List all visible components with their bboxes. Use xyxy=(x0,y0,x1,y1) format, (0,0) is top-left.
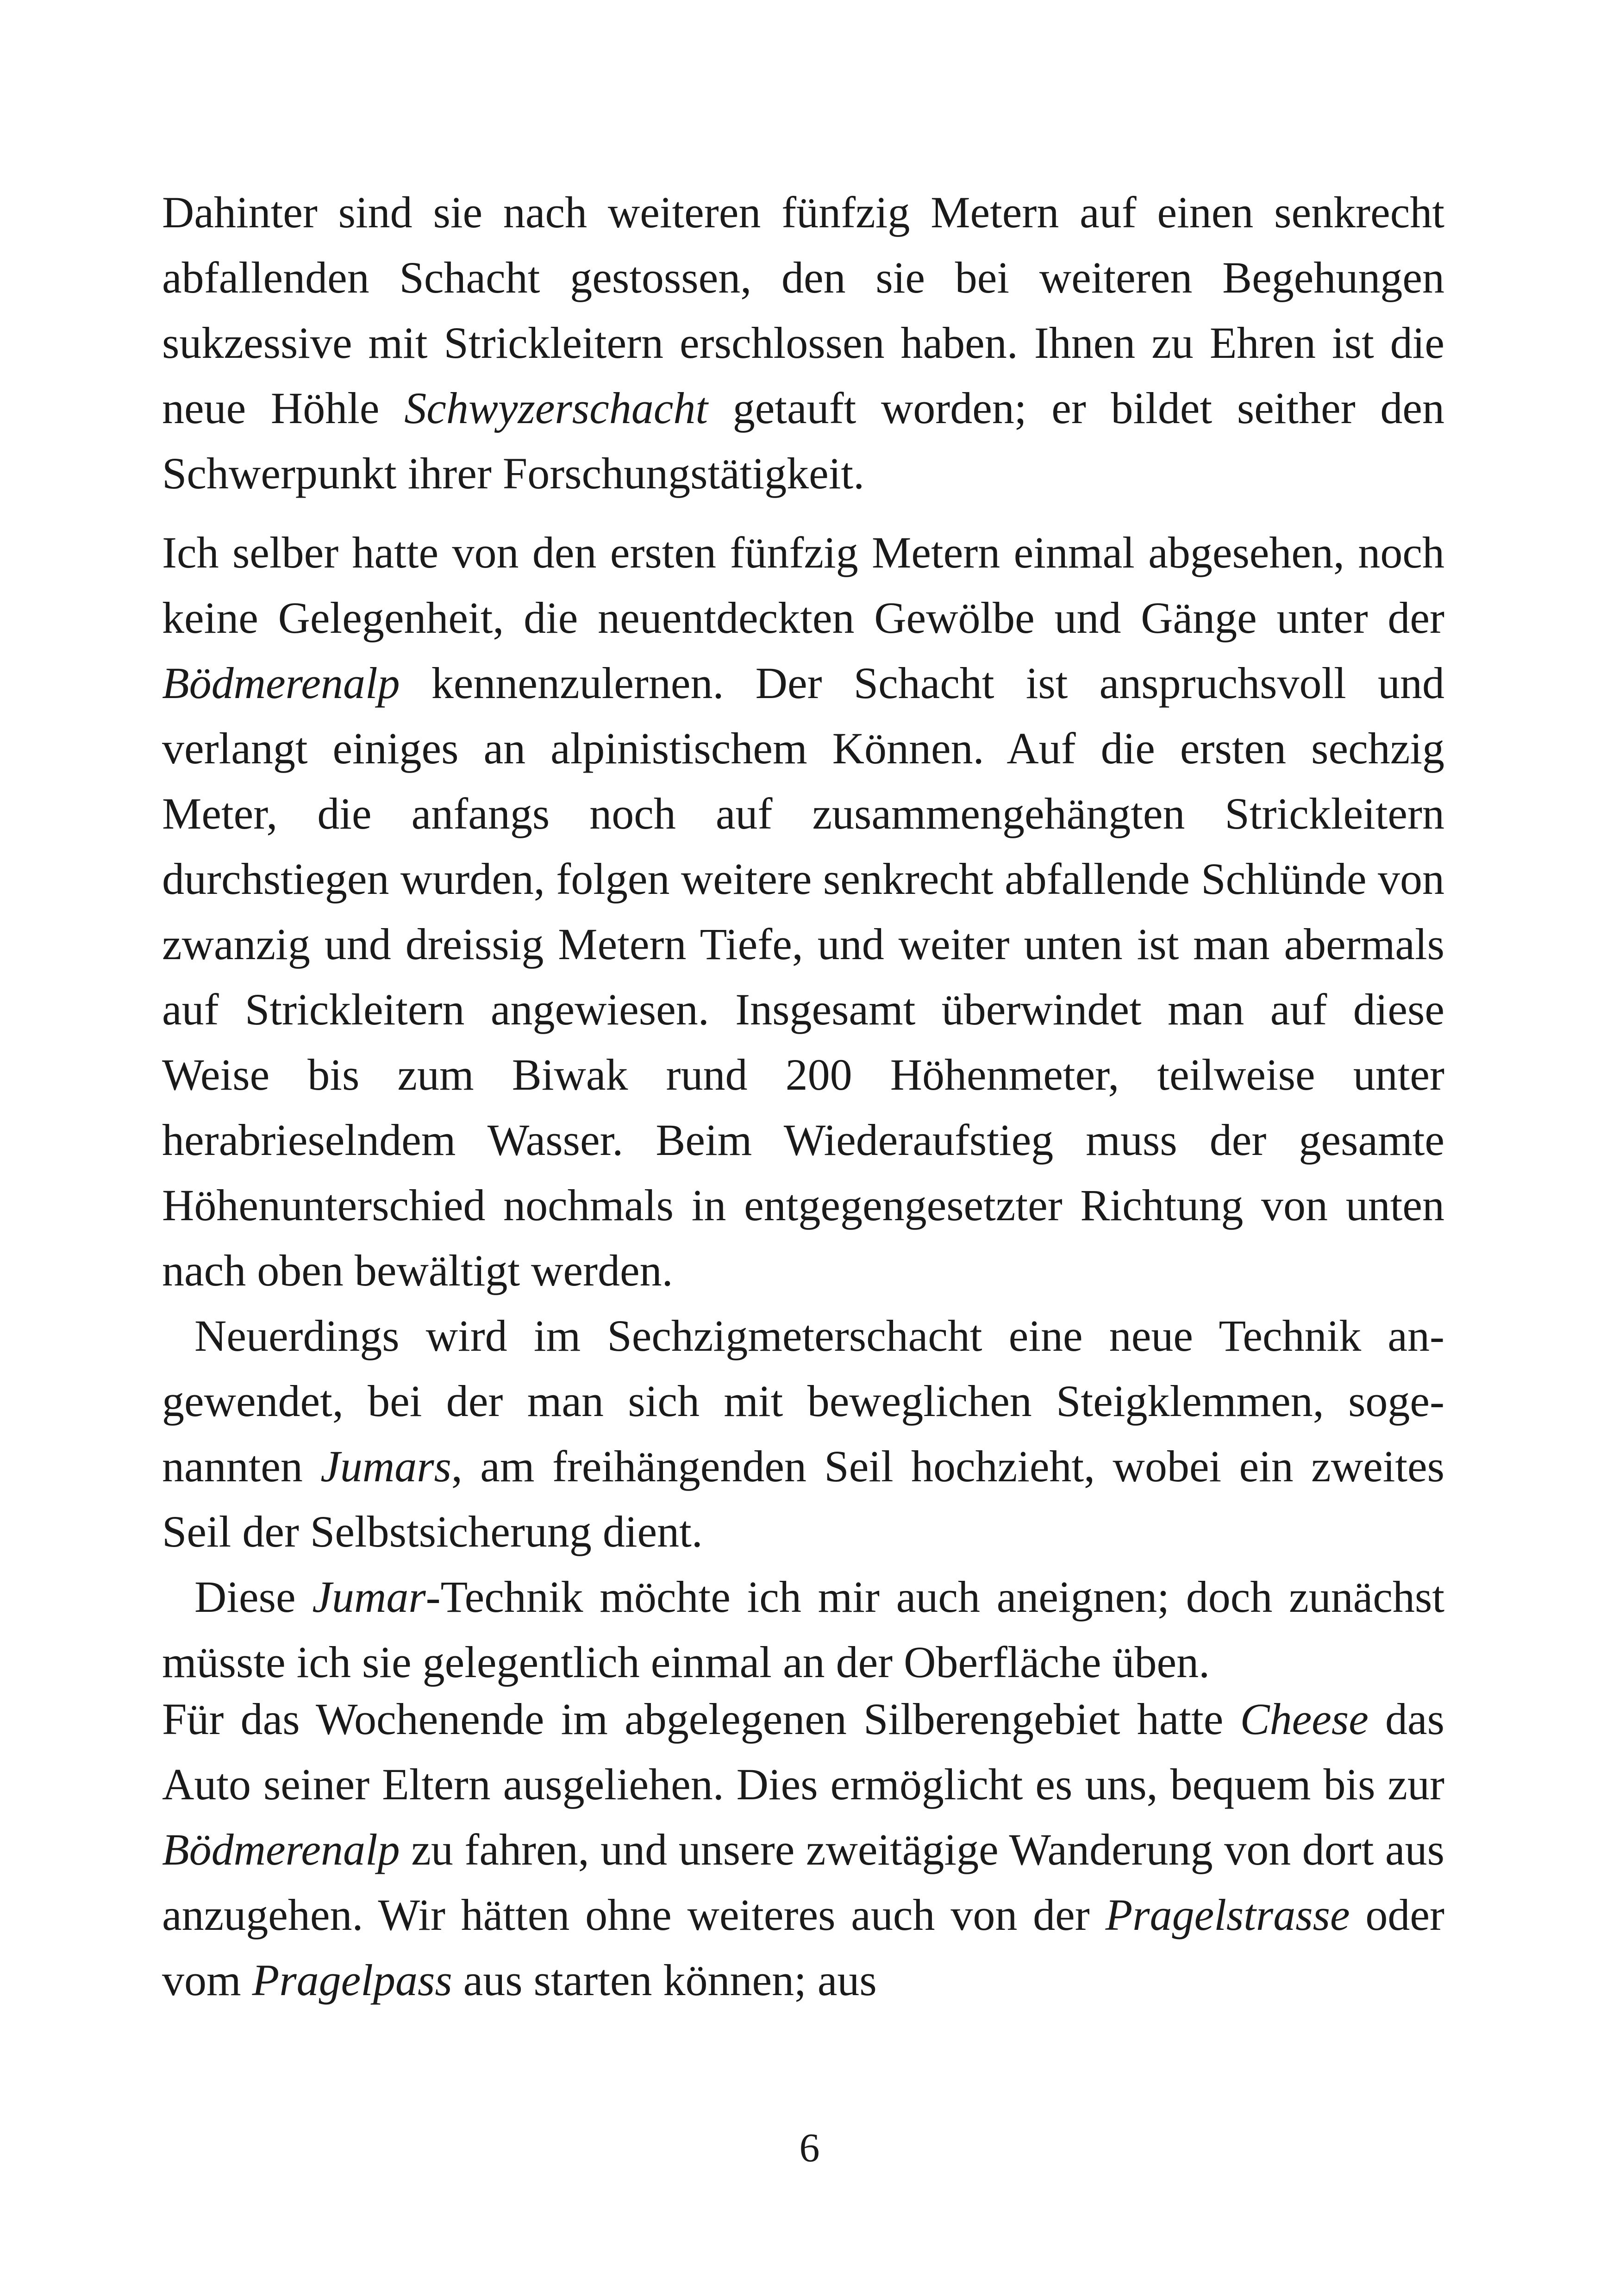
text-run: Dahinter sind sie nach weiteren fünfzig Metern auf einen senkrecht abfallenden Schacht gestossen, den sie bei weiteren Begehungen sukzessive mit Strickleitern erschlossen haben. Ihnen zu Ehren ist die neue Höhle xyxy=(162,187,1444,433)
text-run: aus starten können; aus xyxy=(452,1955,877,2005)
text-run: -Technik möchte ich mir auch aneignen; doch zunächst müsste ich sie gelegentlich einmal an der Oberfläche üben. xyxy=(162,1572,1445,1687)
text-block-3 xyxy=(162,1686,1444,2013)
text-run: Diese xyxy=(194,1572,313,1622)
text-run: Neuerdings wird im Sechzigmeterschacht eine neue Technik angewendet, bei der man sich mit beweglichen Steigklemmen, sogenannten xyxy=(162,1311,1444,1491)
paragraph-indented xyxy=(162,1564,1444,1695)
paragraph xyxy=(162,1686,1444,2013)
italic-run-place-name: Schwyzerschacht xyxy=(404,383,708,433)
paragraph-indented xyxy=(162,1303,1444,1564)
text-run: das Auto seiner Eltern ausgeliehen. Dies ermöglicht es uns, bequem bis zur xyxy=(162,1694,1444,1809)
text-block-2 xyxy=(162,520,1444,1695)
paragraph xyxy=(162,180,1444,506)
page-number: 6 xyxy=(799,2126,820,2171)
italic-run-place-name: Pragelstrasse xyxy=(1105,1890,1350,1940)
text-run: kennenzulernen. Der Schacht ist anspruchsvoll und verlangt einiges an alpinistischem Können. Auf die ersten sechzig Meter, die anfangs noch auf zusammengehängten Strickleitern durchstiegen wurden, folgen weitere senkrecht abfallende Schlünde von zwanzig und dreissig Metern Tiefe, und weiter unten ist man abermals auf Strickleitern angewiesen. Insgesamt überwindet man auf diese Weise bis zum Biwak rund 200 Höhenmeter, teilweise unter herabrieselndem Wasser. Beim Wiederaufstieg muss der gesamte Höhenunterschied nochmals in entgegengesetzter Richtung von unten nach oben bewältigt werden. xyxy=(162,658,1444,1295)
italic-run-term: Jumar xyxy=(312,1572,426,1622)
text-run: oder vom xyxy=(162,1890,1445,2005)
text-block-1 xyxy=(162,180,1444,506)
italic-run-place-name: Bödmerenalp xyxy=(162,658,400,708)
paragraph xyxy=(162,520,1444,1303)
text-run: Ich selber hatte von den ersten fünfzig Metern einmal abgesehen, noch keine Gelegenheit, die neuentdeckten Gewölbe und Gänge unter der xyxy=(162,528,1444,643)
italic-run-place-name: Pragelpass xyxy=(252,1955,452,2005)
text-run: Für das Wochenende im abgelegenen Silberengebiet hatte xyxy=(162,1694,1240,1744)
text-run: zu fahren, und unsere zweitägige Wanderung von dort aus anzugehen. Wir hätten ohne weiteres auch von der xyxy=(162,1825,1444,1940)
text-run: getauft worden; er bildet seither den Schwerpunkt ihrer Forschungstätigkeit. xyxy=(162,383,1445,498)
text-run: , am freihängenden Seil hochzieht, wobei ein zweites Seil der Selbstsicherung dient. xyxy=(162,1441,1445,1556)
italic-run-term: Jumars xyxy=(320,1441,451,1491)
italic-run-nickname: Cheese xyxy=(1240,1694,1369,1744)
italic-run-place-name: Bödmerenalp xyxy=(162,1825,400,1874)
